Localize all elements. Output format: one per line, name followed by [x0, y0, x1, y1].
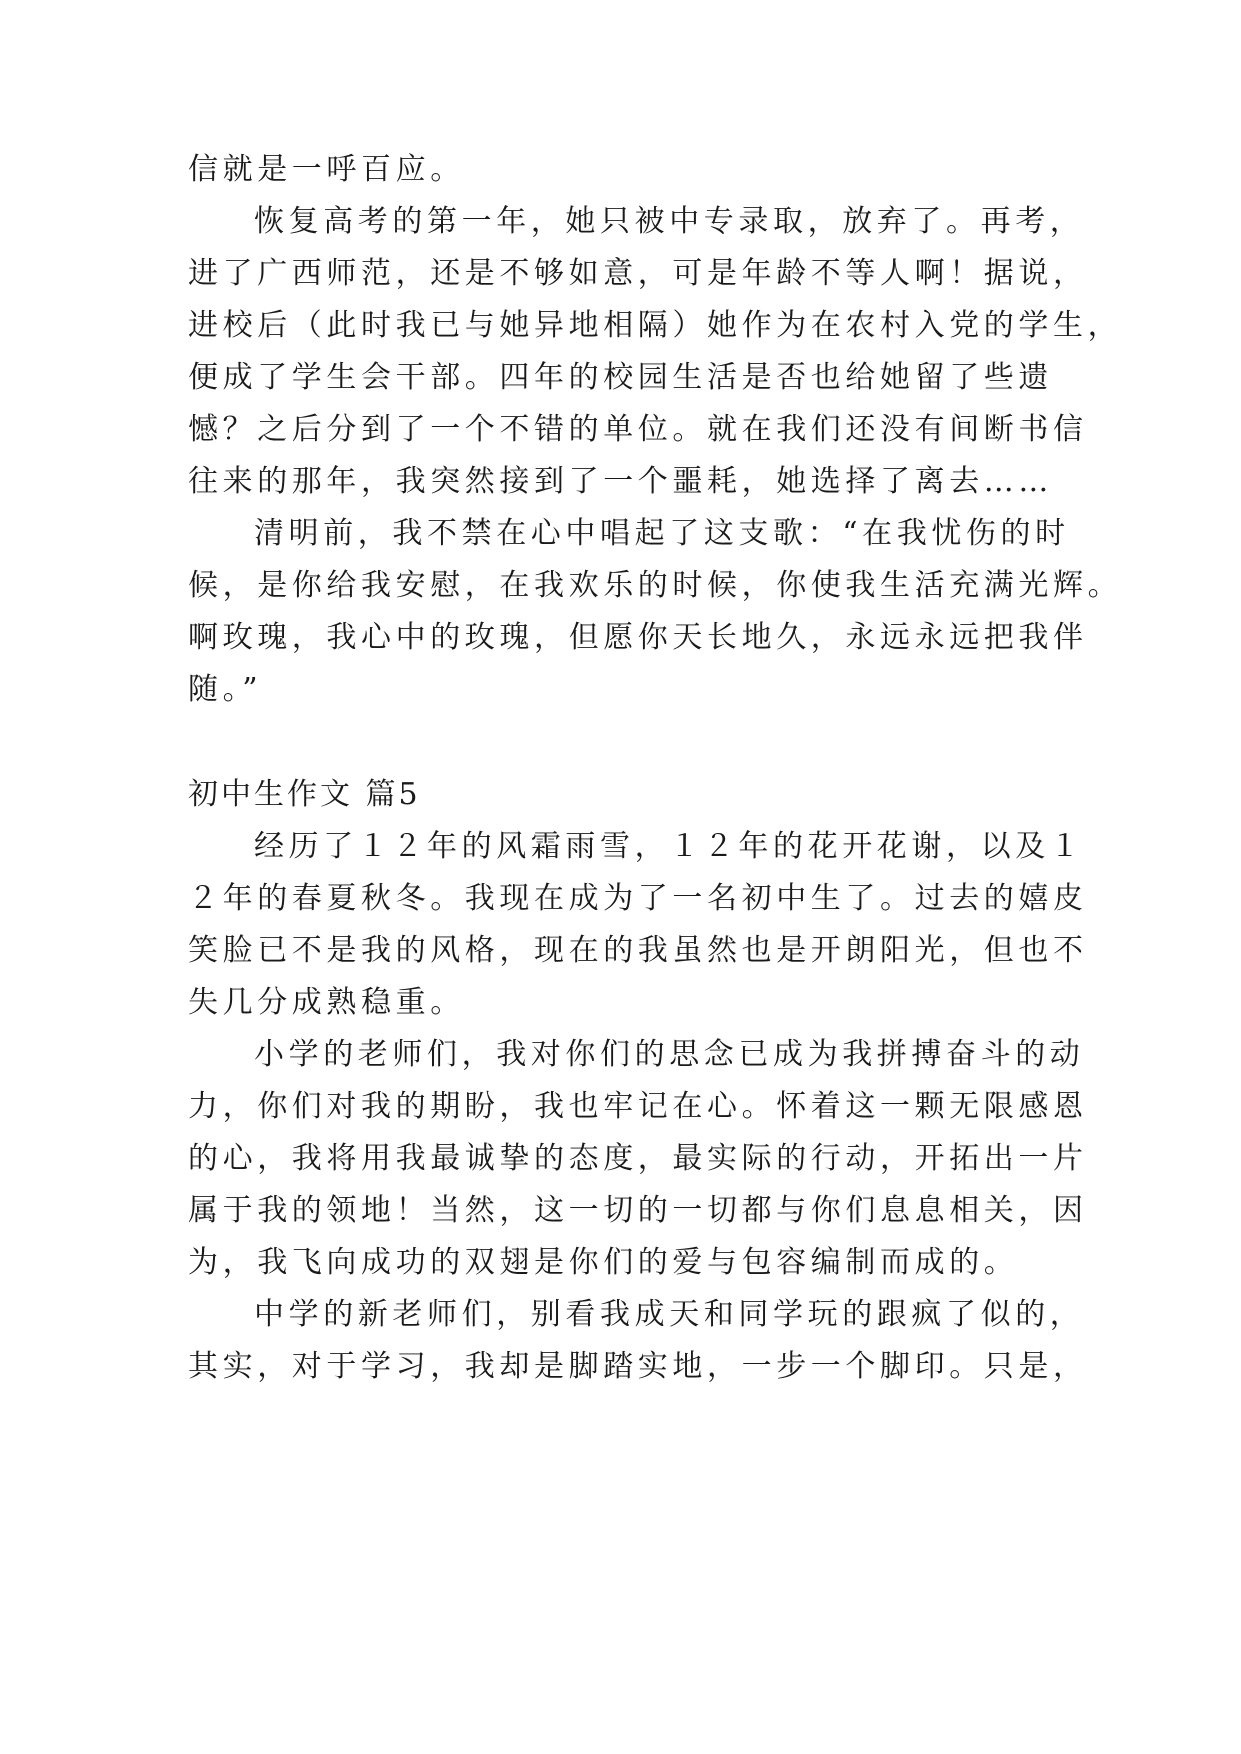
paragraph-first-line: 清明前，我不禁在心中唱起了这支歌：“在我忧伤的时: [254, 516, 1070, 551]
text-line: 信就是一呼百应。: [188, 152, 465, 187]
text-line: 失几分成熟稳重。: [188, 985, 465, 1020]
paragraph-first-line: 中学的新老师们，别看我成天和同学玩的跟疯了似的，: [254, 1297, 1085, 1332]
paragraph-first-line: 小学的老师们，我对你们的思念已成为我拼搏奋斗的动: [254, 1037, 1085, 1072]
text-line: 笑脸已不是我的风格，现在的我虽然也是开朗阳光，但也不: [188, 933, 1088, 968]
text-line: 进了广西师范，还是不够如意，可是年龄不等人啊！据说，: [188, 256, 1088, 291]
text-line: 啊玫瑰，我心中的玫瑰，但愿你天长地久，永远永远把我伴: [188, 620, 1088, 655]
text-line: 进校后（此时我已与她异地相隔）她作为在农村入党的学生，: [188, 308, 1123, 343]
paragraph-first-line: 恢复高考的第一年，她只被中专录取，放弃了。再考，: [254, 204, 1085, 239]
section-heading: 初中生作文 篇5: [188, 777, 421, 812]
text-line: 随。”: [188, 672, 263, 707]
text-line: 属于我的领地！当然，这一切的一切都与你们息息相关，因: [188, 1193, 1088, 1228]
text-line: 为，我飞向成功的双翅是你们的爱与包容编制而成的。: [188, 1245, 1019, 1280]
text-line: 候，是你给我安慰，在我欢乐的时候，你使我生活充满光辉。: [188, 568, 1123, 603]
text-line: 其实，对于学习，我却是脚踏实地，一步一个脚印。只是，: [188, 1349, 1088, 1384]
text-line: 力，你们对我的期盼，我也牢记在心。怀着这一颗无限感恩: [188, 1089, 1088, 1124]
paragraph-first-line: 经历了１２年的风霜雨雪，１２年的花开花谢，以及１: [254, 829, 1085, 864]
text-line: 憾？之后分到了一个不错的单位。就在我们还没有间断书信: [188, 412, 1088, 447]
text-line: 往来的那年，我突然接到了一个噩耗，她选择了离去……: [188, 464, 1053, 499]
text-line: 的心，我将用我最诚挚的态度，最实际的行动，开拓出一片: [188, 1141, 1088, 1176]
text-line: ２年的春夏秋冬。我现在成为了一名初中生了。过去的嬉皮: [188, 881, 1088, 916]
text-line: 便成了学生会干部。四年的校园生活是否也给她留了些遗: [188, 360, 1053, 395]
